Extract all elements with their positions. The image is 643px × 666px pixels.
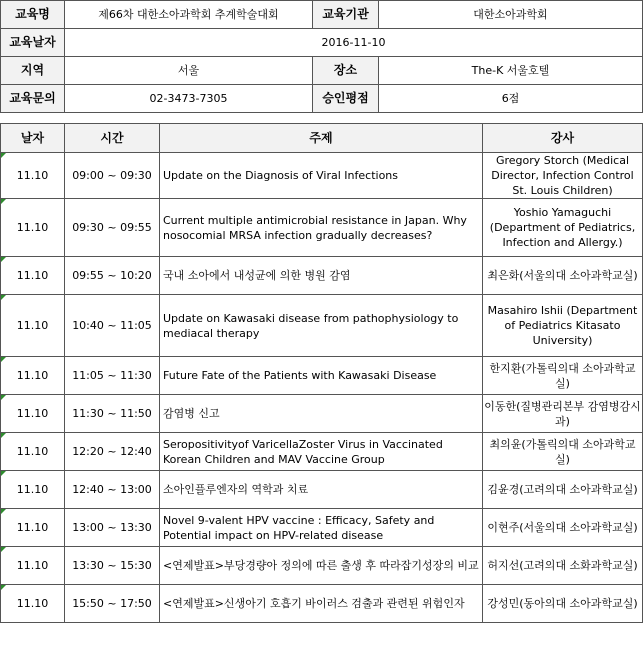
session-time: 13:00 ~ 13:30 — [65, 509, 160, 547]
topic-column-header: 주제 — [160, 124, 483, 153]
session-date: 11.10 — [1, 585, 65, 623]
table-row — [1, 395, 643, 433]
session-speaker: 최은화(서울의대 소아과학교실) — [483, 257, 643, 295]
session-date: 11.10 — [1, 295, 65, 357]
course-name-value: 제66차 대한소아과학회 추계학술대회 — [65, 1, 313, 29]
cell-marker-icon — [1, 153, 6, 158]
institution-value: 대한소아과학회 — [379, 1, 643, 29]
table-row — [1, 295, 643, 357]
region-label: 지역 — [1, 57, 65, 85]
contact-value: 02-3473-7305 — [65, 85, 313, 113]
session-speaker: 강성민(동아의대 소아과학교실) — [483, 585, 643, 623]
session-topic: <연제발표>부당경량아 정의에 따른 출생 후 따라잡기성장의 비교 — [160, 547, 483, 585]
cell-marker-icon — [1, 585, 6, 590]
cell-marker-icon — [1, 357, 6, 362]
session-topic: Future Fate of the Patients with Kawasaki Disease — [160, 357, 483, 395]
session-topic: Novel 9-valent HPV vaccine : Efficacy, Safety and Potential impact on HPV-related disease — [160, 509, 483, 547]
session-speaker: 이동한(질병관리본부 감염병감시과) — [483, 395, 643, 433]
credit-points-label: 승인평점 — [313, 85, 379, 113]
institution-label: 교육기관 — [313, 1, 379, 29]
course-date-label: 교육날자 — [1, 29, 65, 57]
session-speaker: 한지환(가톨릭의대 소아과학교실) — [483, 357, 643, 395]
cell-marker-icon — [1, 471, 6, 476]
schedule-table — [0, 123, 643, 623]
session-date: 11.10 — [1, 547, 65, 585]
cell-marker-icon — [1, 433, 6, 438]
contact-label: 교육문의 — [1, 85, 65, 113]
info-row-date — [1, 29, 643, 57]
session-time: 09:55 ~ 10:20 — [65, 257, 160, 295]
cell-marker-icon — [1, 257, 6, 262]
session-time: 12:20 ~ 12:40 — [65, 433, 160, 471]
cell-marker-icon — [1, 395, 6, 400]
cell-marker-icon — [1, 199, 6, 204]
region-value: 서울 — [65, 57, 313, 85]
session-date: 11.10 — [1, 509, 65, 547]
session-time: 13:30 ~ 15:30 — [65, 547, 160, 585]
session-speaker: 이현주(서울의대 소아과학교실) — [483, 509, 643, 547]
cell-marker-icon — [1, 295, 6, 300]
course-name-label: 교육명 — [1, 1, 65, 29]
venue-value: The-K 서울호텔 — [379, 57, 643, 85]
session-date: 11.10 — [1, 395, 65, 433]
session-speaker: 최의윤(가톨릭의대 소아과학교실) — [483, 433, 643, 471]
session-topic: Update on the Diagnosis of Viral Infections — [160, 153, 483, 199]
session-time: 11:30 ~ 11:50 — [65, 395, 160, 433]
session-speaker: Masahiro Ishii (Department of Pediatrics Kitasato University) — [483, 295, 643, 357]
session-speaker: 김윤경(고려의대 소아과학교실) — [483, 471, 643, 509]
session-speaker: 허지선(고려의대 소화과학교실) — [483, 547, 643, 585]
table-row — [1, 433, 643, 471]
credit-points-value: 6점 — [379, 85, 643, 113]
info-row-location — [1, 57, 643, 85]
table-row — [1, 257, 643, 295]
cell-marker-icon — [1, 509, 6, 514]
session-topic: Seropositivityof VaricellaZoster Virus in Vaccinated Korean Children and MAV Vaccine Group — [160, 433, 483, 471]
session-topic: Update on Kawasaki disease from pathophysiology to mediacal therapy — [160, 295, 483, 357]
session-topic: Current multiple antimicrobial resistance in Japan. Why nosocomial MRSA infection gradually decreases? — [160, 199, 483, 257]
session-date: 11.10 — [1, 153, 65, 199]
session-topic: 감염병 신고 — [160, 395, 483, 433]
table-row — [1, 547, 643, 585]
session-time: 09:00 ~ 09:30 — [65, 153, 160, 199]
session-date: 11.10 — [1, 471, 65, 509]
course-date-value: 2016-11-10 — [65, 29, 643, 57]
session-time: 12:40 ~ 13:00 — [65, 471, 160, 509]
session-date: 11.10 — [1, 357, 65, 395]
table-row — [1, 471, 643, 509]
session-speaker: Gregory Storch (Medical Director, Infection Control St. Louis Children) — [483, 153, 643, 199]
session-time: 15:50 ~ 17:50 — [65, 585, 160, 623]
course-info-table — [0, 0, 643, 113]
info-row-course — [1, 1, 643, 29]
session-date: 11.10 — [1, 199, 65, 257]
date-column-header: 날자 — [1, 124, 65, 153]
session-topic: 국내 소아에서 내성균에 의한 병원 감염 — [160, 257, 483, 295]
schedule-header-row — [1, 124, 643, 153]
table-row — [1, 585, 643, 623]
cell-marker-icon — [1, 547, 6, 552]
session-topic: <연제발표>신생아기 호흡기 바이러스 검출과 관련된 위험인자 — [160, 585, 483, 623]
session-time: 09:30 ~ 09:55 — [65, 199, 160, 257]
session-topic: 소아인플루엔자의 역학과 치료 — [160, 471, 483, 509]
time-column-header: 시간 — [65, 124, 160, 153]
session-time: 10:40 ~ 11:05 — [65, 295, 160, 357]
session-speaker: Yoshio Yamaguchi (Department of Pediatrics, Infection and Allergy.) — [483, 199, 643, 257]
info-row-contact — [1, 85, 643, 113]
session-time: 11:05 ~ 11:30 — [65, 357, 160, 395]
speaker-column-header: 강사 — [483, 124, 643, 153]
venue-label: 장소 — [313, 57, 379, 85]
session-date: 11.10 — [1, 257, 65, 295]
table-spacer — [0, 113, 643, 123]
table-row — [1, 153, 643, 199]
table-row — [1, 357, 643, 395]
table-row — [1, 509, 643, 547]
session-date: 11.10 — [1, 433, 65, 471]
table-row — [1, 199, 643, 257]
